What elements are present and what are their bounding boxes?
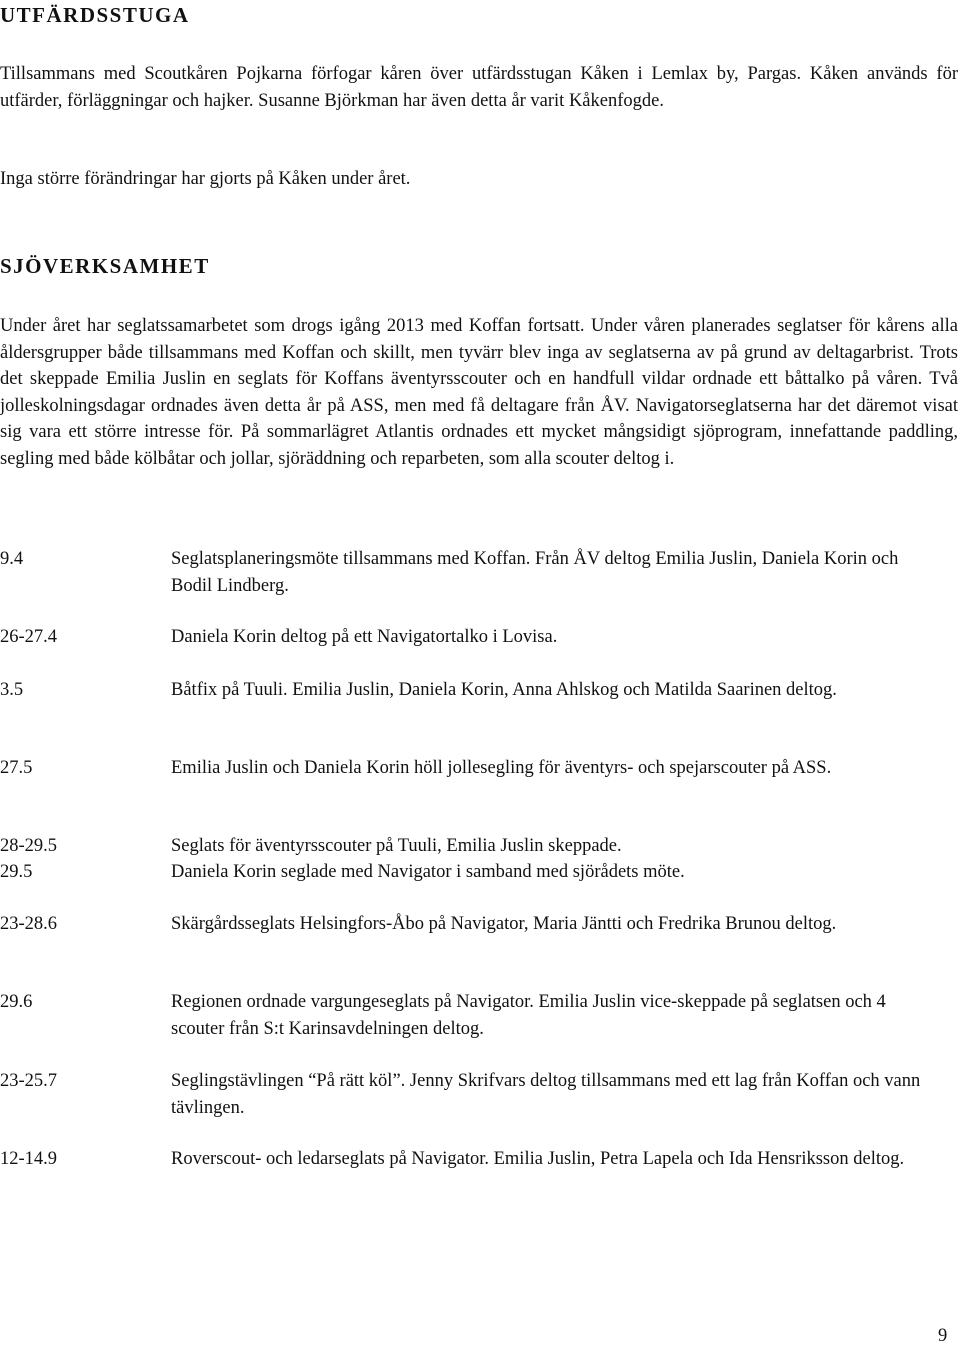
event-description: Regionen ordnade vargungeseglats på Navigator. Emilia Juslin vice-skeppade på seglatsen och 4 scouter från S:t Karinsavdelningen deltog. bbox=[171, 992, 886, 1039]
event-description: Daniela Korin seglade med Navigator i samband med sjörådets möte. bbox=[171, 862, 685, 882]
heading-sjoverksamhet: SJÖVERKSAMHET bbox=[0, 254, 210, 278]
event-description: Seglats för äventyrsscouter på Tuuli, Emilia Juslin skeppade. bbox=[171, 836, 622, 856]
heading-utfardsstuga: UTFÄRDSSTUGA bbox=[0, 3, 190, 27]
event-description: Emilia Juslin och Daniela Korin höll jollesegling för äventyrs- och spejarscouter på ASS. bbox=[171, 758, 832, 778]
event-date: 3.5 bbox=[0, 680, 24, 700]
event-date: 23-28.6 bbox=[0, 914, 58, 934]
event-date: 28-29.5 bbox=[0, 836, 58, 856]
event-description: Daniela Korin deltog på ett Navigatortalko i Lovisa. bbox=[171, 627, 558, 647]
event-date: 29.5 bbox=[0, 862, 33, 882]
paragraph-kaken-intro: Tillsammans med Scoutkåren Pojkarna förfogar kåren över utfärdsstugan Kåken i Lemlax by, Pargas. Kåken används för utfärder, förläggningar och hajker. Susanne Björkman har även detta år varit Kåkenfogde. bbox=[0, 64, 958, 111]
event-description: Seglatsplaneringsmöte tillsammans med Koffan. Från ÅV deltog Emilia Juslin, Daniela Korin och Bodil Lindberg. bbox=[171, 549, 899, 596]
page-number: 9 bbox=[938, 1326, 948, 1346]
event-description: Båtfix på Tuuli. Emilia Juslin, Daniela Korin, Anna Ahlskog och Matilda Saarinen deltog. bbox=[171, 680, 837, 700]
event-date: 12-14.9 bbox=[0, 1149, 58, 1169]
event-description: Roverscout- och ledarseglats på Navigator. Emilia Juslin, Petra Lapela och Ida Hensriksson deltog. bbox=[171, 1149, 905, 1169]
event-date: 23-25.7 bbox=[0, 1071, 58, 1091]
event-description: Skärgårdsseglats Helsingfors-Åbo på Navigator, Maria Jäntti och Fredrika Brunou deltog. bbox=[171, 914, 837, 934]
event-date: 27.5 bbox=[0, 758, 33, 778]
event-date: 29.6 bbox=[0, 992, 33, 1012]
paragraph-kaken-changes: Inga större förändringar har gjorts på Kåken under året. bbox=[0, 169, 411, 189]
event-date: 9.4 bbox=[0, 549, 24, 569]
event-description: Seglingstävlingen “På rätt köl”. Jenny Skrifvars deltog tillsammans med ett lag från Koffan och vann tävlingen. bbox=[171, 1071, 921, 1118]
event-date: 26-27.4 bbox=[0, 627, 58, 647]
paragraph-sjoverksamhet: Under året har seglatssamarbetet som drogs igång 2013 med Koffan fortsatt. Under våren planerades seglatser för kårens alla åldersgrupper både tillsammans med Koffan och skillt, men tyvärr blev inga av seglatserna av på grund av deltagarbrist. Trots det skeppade Emilia Juslin en seglats för Koffans äventyrsscouter och en handfull vildar ordnade ett båttalko på våren. Två jolleskolningsdagar ordnades även detta år på ASS, men med få deltagare från ÅV. Navigatorseglatserna har det däremot visat sig vara ett större intresse för. På sommarlägret Atlantis ordnades ett mycket mångsidigt sjöprogram, innefattande paddling, segling med både kölbåtar och jollar, sjöräddning och reparbeten, som alla scouter deltog i. bbox=[0, 316, 958, 469]
